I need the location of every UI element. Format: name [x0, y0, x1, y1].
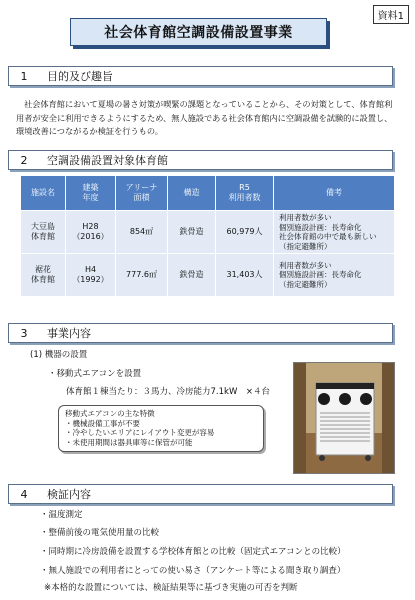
section-4-header	[8, 484, 393, 504]
section-1-header	[8, 66, 393, 86]
facility-name: 大豆島 体育館	[21, 211, 66, 254]
section-title: 事業内容	[47, 327, 91, 340]
structure: 鉄骨造	[168, 211, 216, 254]
build-year: H28 （2016）	[66, 211, 116, 254]
column-header: アリーナ 面積	[116, 176, 168, 211]
section-number: 3	[20, 326, 28, 340]
user-count: 31,403人	[216, 254, 274, 297]
section-title: 目的及び趣旨	[47, 70, 113, 83]
build-year: H4 （1992）	[66, 254, 116, 297]
facility-table	[20, 175, 395, 297]
spec-text: 体育館１棟当たり：３馬力、冷房能力7.1kW ×４台	[66, 387, 270, 397]
section-number: 1	[20, 69, 28, 83]
verification-item: ・同時期に冷房設備を設置する学校体育館との比較（固定式エアコンとの比較）	[40, 547, 346, 557]
feature-box	[58, 405, 264, 452]
facility-name: 裾花 体育館	[21, 254, 66, 297]
section-2-header	[8, 150, 393, 170]
table-row	[21, 211, 395, 254]
air-conditioner-photo	[293, 362, 395, 474]
feature-item: ・機械設備工事が不要	[65, 418, 140, 428]
document-label: 資料1	[373, 5, 409, 24]
subsection-title: (1) 機器の設置	[30, 350, 88, 360]
feature-item: ・未使用期間は器具庫等に保管が可能	[65, 437, 193, 447]
remarks: 利用者数が多い 個別施設計画：長寿命化 社会体育館の中で最も新しい （指定避難所）	[274, 211, 395, 254]
user-count: 60,979人	[216, 211, 274, 254]
column-header: 施設名	[21, 176, 66, 211]
feature-item: ・冷やしたいエリアにレイアウト変更が容易	[65, 428, 215, 437]
section-title: 検証内容	[47, 488, 91, 501]
verification-item: ・整備前後の電気使用量の比較	[40, 528, 160, 538]
section-number: 4	[20, 487, 28, 501]
verification-item: ・無人施設での利用者にとっての使い易さ（アンケート等による聞き取り調査）	[40, 566, 346, 576]
verification-note: ※本格的な設置については、検証結果等に基づき実施の可否を判断	[44, 583, 298, 593]
arena-area: 854㎡	[116, 211, 168, 254]
table-row	[21, 254, 395, 297]
table-header-row	[21, 176, 395, 211]
section-number: 2	[20, 153, 28, 167]
arena-area: 777.6㎡	[116, 254, 168, 297]
column-header: 備考	[274, 176, 395, 211]
section-3-header	[8, 323, 393, 343]
page-title: 社会体育館空調設備設置事業	[70, 18, 327, 46]
column-header: 建築 年度	[66, 176, 116, 211]
remarks: 利用者数が多い 個別施設計画：長寿命化 （指定避難所）	[274, 254, 395, 297]
verification-item: ・温度測定	[40, 510, 83, 520]
purpose-text: 社会体育館において夏場の暑さ対策が喫緊の課題となっていることから、その対策として、体育館利用者が安全に利用できるようにするため、無人施設である社会体育館内に空調設備を試験的に設置し、環境改善につながるか検証を行うもの。	[16, 99, 393, 136]
column-header: R5 利用者数	[216, 176, 274, 211]
structure: 鉄骨造	[168, 254, 216, 297]
bullet-item: ・移動式エアコンを設置	[48, 369, 142, 379]
column-header: 構造	[168, 176, 216, 211]
section-title: 空調設備設置対象体育館	[47, 154, 168, 167]
feature-title: 移動式エアコンの主な特徴	[65, 409, 155, 418]
